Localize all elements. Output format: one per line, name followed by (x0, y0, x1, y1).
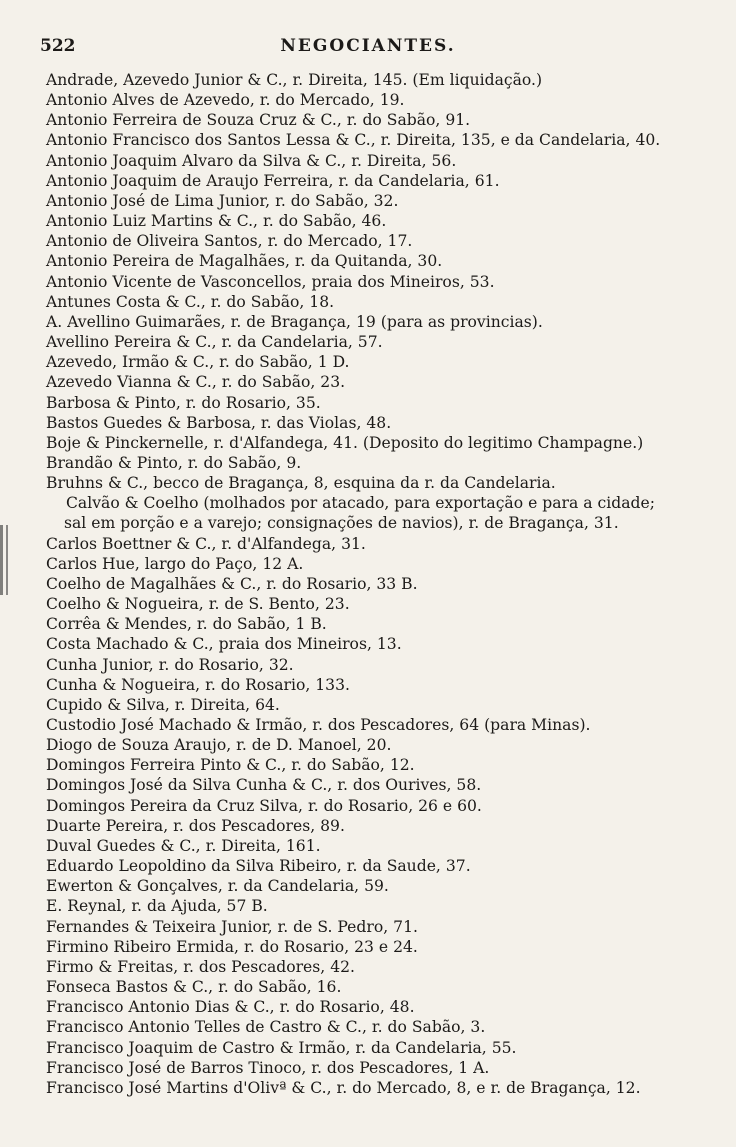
list-item: Antonio Francisco dos Santos Lessa & C., r. Direita, 135, e da Candelaria, 40. (46, 131, 661, 150)
list-item: Domingos José da Silva Cunha & C., r. dos Ourives, 58. (46, 776, 482, 795)
list-item: Antonio Alves de Azevedo, r. do Mercado, 19. (46, 91, 405, 110)
list-item: Antonio Luiz Martins & C., r. do Sabão, 46. (46, 212, 387, 231)
list-item: Domingos Pereira da Cruz Silva, r. do Rosario, 26 e 60. (46, 796, 482, 815)
list-item: Avellino Pereira & C., r. da Candelaria, 57. (46, 333, 383, 352)
list-item: Antunes Costa & C., r. do Sabão, 18. (46, 292, 335, 311)
list-item: Fernandes & Teixeira Junior, r. de S. Pedro, 71. (46, 917, 418, 936)
list-item: Antonio José de Lima Junior, r. do Sabão, 32. (46, 191, 399, 210)
binding-edge (0, 525, 12, 595)
list-item: Andrade, Azevedo Junior & C., r. Direita, 145. (Em liquidação.) (46, 71, 543, 89)
page-header (40, 36, 696, 64)
list-item: Francisco José Martins d'Olivª & C., r. do Mercado, 8, e r. de Bragança, 12. (46, 1078, 641, 1097)
list-item: Firmo & Freitas, r. dos Pescadores, 42. (46, 957, 356, 976)
merchant-list (46, 70, 706, 1098)
list-item: Boje & Pinckernelle, r. d'Alfandega, 41. (Deposito do legitimo Champagne.) (46, 433, 644, 452)
list-item: Domingos Ferreira Pinto & C., r. do Sabão, 12. (46, 756, 415, 775)
list-item: Duarte Pereira, r. dos Pescadores, 89. (46, 816, 345, 835)
list-item: Antonio Vicente de Vasconcellos, praia dos Mineiros, 53. (46, 272, 495, 291)
list-item: Antonio de Oliveira Santos, r. do Mercado, 17. (46, 232, 413, 251)
list-item: E. Reynal, r. da Ajuda, 57 B. (46, 897, 268, 916)
list-item: Cunha & Nogueira, r. do Rosario, 133. (46, 675, 350, 694)
list-item: Azevedo, Irmão & C., r. do Sabão, 1 D. (46, 353, 350, 372)
list-item: Eduardo Leopoldino da Silva Ribeiro, r. da Saude, 37. (46, 857, 471, 876)
list-item: Firmino Ribeiro Ermida, r. do Rosario, 23 e 24. (46, 937, 418, 956)
list-item: Custodio José Machado & Irmão, r. dos Pescadores, 64 (para Minas). (46, 716, 591, 734)
running-head: NEGOCIANTES. (280, 36, 456, 56)
list-item: Costa Machado & C., praia dos Mineiros, 13. (46, 635, 402, 654)
list-item: Coelho de Magalhães & C., r. do Rosario, 33 B. (46, 574, 418, 593)
list-item: Antonio Joaquim Alvaro da Silva & C., r. Direita, 56. (46, 151, 457, 170)
list-item: Antonio Ferreira de Souza Cruz & C., r. do Sabão, 91. (46, 111, 471, 130)
list-item: Bruhns & C., becco de Bragança, 8, esquina da r. da Candelaria. (46, 474, 556, 493)
list-item: Francisco Antonio Telles de Castro & C., r. do Sabão, 3. (46, 1018, 486, 1037)
list-item: Carlos Boettner & C., r. d'Alfandega, 31. (46, 534, 366, 553)
list-item: Francisco Joaquim de Castro & Irmão, r. da Candelaria, 55. (46, 1038, 517, 1057)
list-item: A. Avellino Guimarães, r. de Bragança, 19 (para as provincias). (46, 312, 543, 331)
list-item: Azevedo Vianna & C., r. do Sabão, 23. (46, 373, 346, 392)
list-item: Francisco José de Barros Tinoco, r. dos Pescadores, 1 A. (46, 1058, 490, 1077)
list-item: Bastos Guedes & Barbosa, r. das Violas, 48. (46, 413, 392, 432)
list-item: Fonseca Bastos & C., r. do Sabão, 16. (46, 978, 342, 997)
list-item: Brandão & Pinto, r. do Sabão, 9. (46, 453, 302, 472)
list-item: Coelho & Nogueira, r. de S. Bento, 23. (46, 595, 350, 614)
list-item: Diogo de Souza Araujo, r. de D. Manoel, 20. (46, 736, 392, 755)
list-item: Corrêa & Mendes, r. do Sabão, 1 B. (46, 615, 327, 634)
list-item: Carlos Hue, largo do Paço, 12 A. (46, 554, 304, 573)
list-item: Antonio Joaquim de Araujo Ferreira, r. da Candelaria, 61. (46, 171, 500, 190)
list-item: Francisco Antonio Dias & C., r. do Rosario, 48. (46, 998, 415, 1017)
list-item: Ewerton & Gonçalves, r. da Candelaria, 59. (46, 877, 389, 896)
list-item: Cupido & Silva, r. Direita, 64. (46, 695, 280, 714)
list-item: Cunha Junior, r. do Rosario, 32. (46, 655, 294, 674)
list-item: Barbosa & Pinto, r. do Rosario, 35. (46, 393, 321, 412)
list-item: Calvão & Coelho (molhados por atacado, para exportação e para a cidade; (66, 494, 655, 513)
page-number: 522 (40, 36, 76, 56)
list-item-continuation: sal em porção e a varejo; consignações de navios), r. de Bragança, 31. (64, 514, 619, 533)
list-item: Antonio Pereira de Magalhães, r. da Quitanda, 30. (46, 252, 443, 271)
list-item: Duval Guedes & C., r. Direita, 161. (46, 836, 321, 855)
